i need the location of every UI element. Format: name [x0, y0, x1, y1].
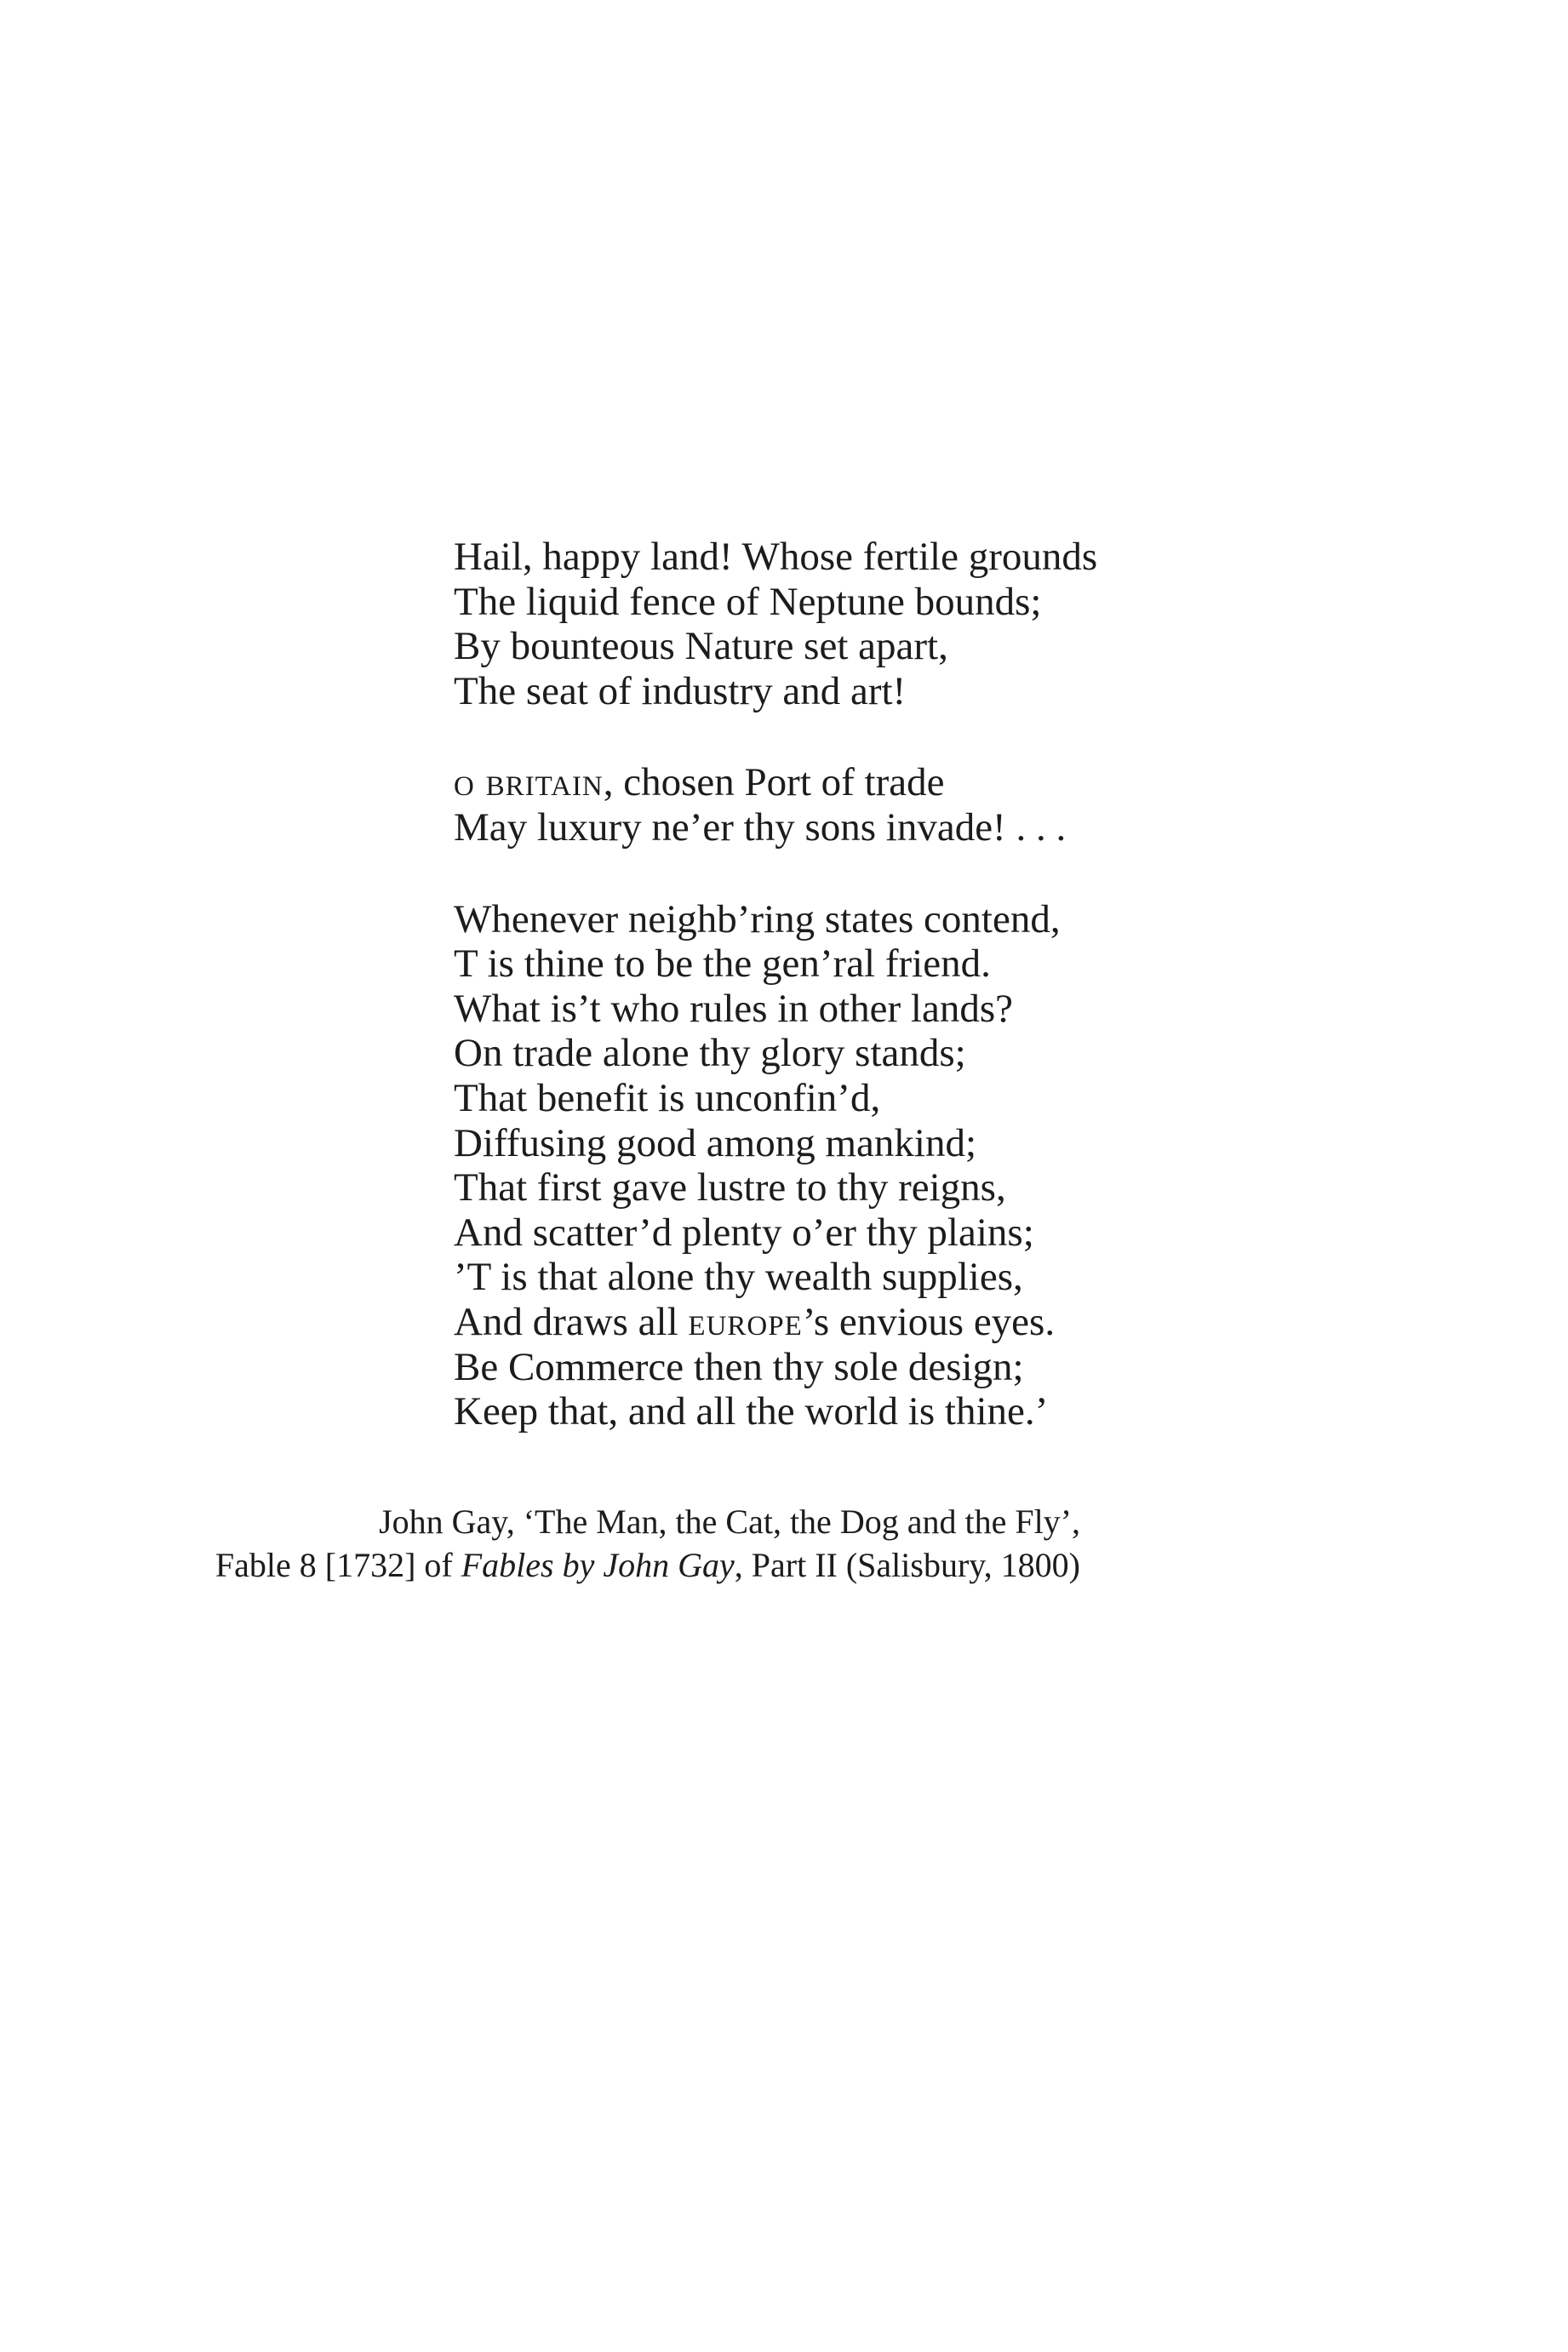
poem-line [454, 760, 1305, 805]
poem [454, 535, 1305, 1434]
stanza-1 [454, 535, 1305, 713]
citation [170, 1500, 1080, 1587]
poem-line: Diffusing good among mankind; [454, 1120, 977, 1165]
citation-book-title: Fables by John Gay [461, 1546, 735, 1584]
poem-line: Keep that, and all the world is thine.’ [454, 1389, 1049, 1434]
small-caps-britain: o britain [454, 760, 604, 805]
citation-text: Fable 8 [1732] of [215, 1546, 461, 1584]
small-caps-europe: europe [688, 1299, 803, 1344]
poem-line-text: ’s envious eyes. [802, 1299, 1056, 1344]
poem-line: Be Commerce then thy sole design; [454, 1344, 1024, 1389]
poem-line: That benefit is unconfin’d, [454, 1075, 881, 1120]
poem-line-text: And draws all [454, 1299, 689, 1344]
poem-line: And scatter’d plenty o’er thy plains; [454, 1210, 1034, 1255]
poem-line: Hail, happy land! Whose fertile grounds [454, 535, 1098, 579]
poem-line: T is thine to be the gen’ral friend. [454, 941, 991, 987]
poem-line: On trade alone thy glory stands; [454, 1031, 966, 1076]
citation-text: , Part II (Salisbury, 1800) [734, 1546, 1080, 1584]
poem-line: ’T is that alone thy wealth supplies, [454, 1255, 1023, 1300]
poem-line: By bounteous Nature set apart, [454, 624, 948, 669]
poem-line [454, 1300, 1305, 1345]
stanza-2 [454, 760, 1305, 850]
stanza-3 [454, 897, 1305, 1434]
citation-line-1: John Gay, ‘The Man, the Cat, the Dog and the Fly’, [379, 1502, 1080, 1541]
poem-line: That first gave lustre to thy reigns, [454, 1165, 1006, 1210]
poem-line: The liquid fence of Neptune bounds; [454, 579, 1042, 624]
poem-line-text: , chosen Port of trade [603, 760, 945, 805]
citation-line-2 [170, 1543, 1080, 1587]
poem-line: May luxury ne’er thy sons invade! . . . [454, 804, 1067, 850]
poem-line: What is’t who rules in other lands? [454, 986, 1013, 1031]
poem-line: Whenever neighb’ring states contend, [454, 896, 1061, 941]
poem-line: The seat of industry and art! [454, 668, 907, 713]
